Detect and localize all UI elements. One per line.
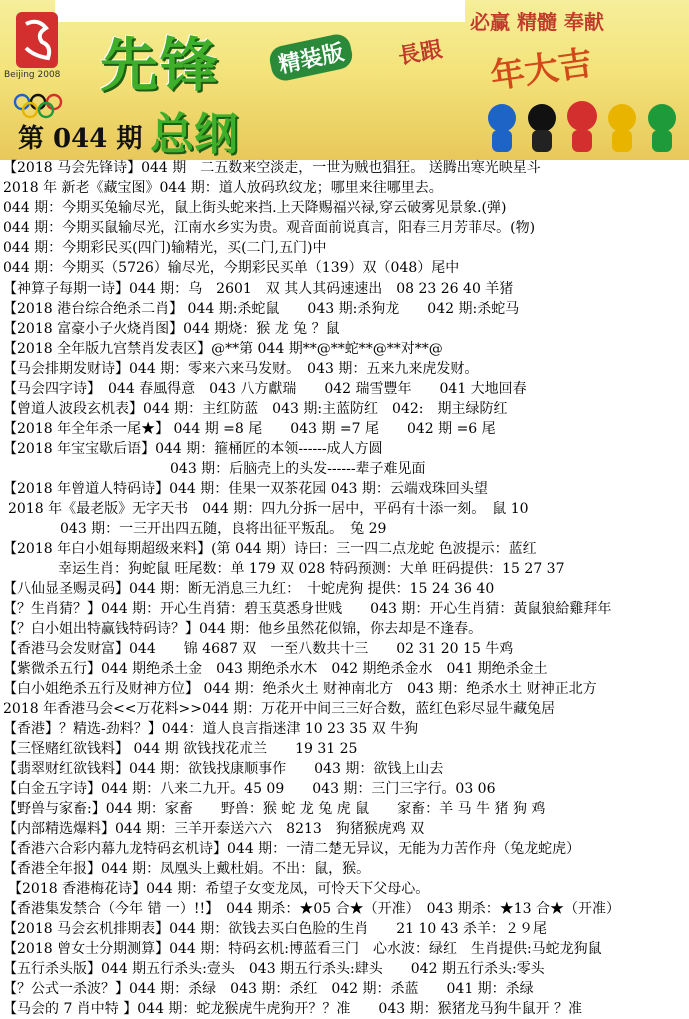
text-line: 044 期：今期买鼠输尽光，江南水乡实为贵。观音面前说真言，阳春三月芳菲尽。(物) (3, 220, 536, 236)
text-line: 【翡翠财红欲钱料】044 期：欲钱找康顺事作 043 期：欲钱上山去 (3, 761, 444, 777)
text-line: 【野兽与家畜:】044 期：家畜 野兽：猴 蛇 龙 兔 虎 鼠 家畜：羊 马 牛 猪 狗 鸡 (3, 801, 546, 817)
text-line: 2018 年 新老《藏宝图》044 期：道人放码玖纹龙；哪里来往哪里去。 (3, 180, 443, 196)
text-line: 【白金五字诗】044 期：八来二九开。45 09 043 期：三门三字行。03 06 (3, 781, 496, 797)
text-line: 【2018 年曾道人特码诗】044 期：佳果一双茶花园 043 期：云端戏珠回头望 (3, 481, 488, 497)
logo-text: Beijing 2008 (4, 70, 61, 80)
header-banner (0, 0, 689, 160)
text-line: 2018 年《最老版》无字天书 044 期：四九分拆一居中，平码有十添一刻。 鼠 10 (8, 501, 529, 517)
slogan-2: 長跟 (396, 37, 445, 70)
text-line: 【？白小姐出特赢钱特码诗？】044 期：他乡虽然花似锦，你去却是不逢春。 (3, 621, 483, 637)
text-line: 【2018 年全年杀一尾★】 044 期 =8 尾 043 期 =7 尾 042 期 =6 尾 (3, 421, 496, 437)
text-line: 【2018 马会先锋诗】044 期 二五数来空淡走，一世为贼也猖狂。 送腾出寒光映星斗 (3, 160, 541, 176)
text-line: 【香港马会发财富】044 锦 4687 双 一至八数共十三 02 31 20 15 牛鸡 (3, 641, 514, 657)
text-line: 【白小姐绝杀五行及财神方位】 044 期：绝杀火土 财神南北方 043 期：绝杀水土 财神正北方 (3, 681, 597, 697)
text-line: 【紫微杀五行】044 期绝杀土金 043 期绝杀水木 042 期绝杀金水 041 期绝杀金土 (3, 661, 548, 677)
text-line: 043 期：后脑壳上的头发------辈子难见面 (170, 461, 426, 477)
text-line: 【五行杀头版】044 期五行杀头:壹头 043 期五行杀头:肆头 042 期五行杀头:零头 (3, 961, 545, 977)
text-line: 【三怪赌红欲钱料】 044 期 欲钱找花朮兰 19 31 25 (3, 741, 358, 757)
text-line: 【2018 香港梅花诗】044 期：希望子女变龙凤，可怜天下父母心。 (8, 881, 430, 897)
text-line: 【2018 全年版九宫禁肖发表区】@**第 044 期**@**蛇**@**对**@ (3, 341, 443, 357)
text-line: 044 期：今期买兔输尽光，鼠上街头蛇来挡.上天降赐福兴禄,穿云破雾见景象.(弹) (3, 200, 507, 216)
issue-number: 第 044 期 (18, 124, 143, 154)
text-line: 【2018 港台综合绝杀二肖】 044 期:杀蛇鼠 043 期:杀狗龙 042 期:杀蛇马 (3, 301, 520, 317)
text-line: 幸运生肖：狗蛇鼠 旺尾数：单 179 双 028 特码预测：大单 旺码提供：15 27 37 (58, 561, 565, 577)
slogan-3: 年大吉 (488, 43, 595, 97)
text-line: 044 期：今期彩民买(四门)输精光，买(二门,五门)中 (3, 240, 327, 256)
text-line: 【香港全年报】044 期：凤凰头上戴杜娟。不出：鼠，猴。 (3, 861, 371, 877)
page-title-2: 总纲 (150, 109, 238, 160)
text-line: 【香港】？精选-劲料？】044：道人良言指迷津 10 23 35 双 牛狗 (3, 721, 419, 737)
text-line: 044 期：今期买（5726）输尽光，今期彩民买单（139）双（048）尾中 (3, 260, 460, 276)
mascots-icon (480, 96, 685, 156)
text-line: 【马会四字诗】 044 春風得意 043 八方獻瑞 042 瑞雪豐年 041 大地回春 (3, 381, 527, 397)
slogan: 必赢 精髓 奉献 (470, 10, 604, 34)
text-line: 043 期：一三开出四五随，良将出征平叛乱。 兔 29 (60, 521, 387, 537)
text-line: 【2018 曾女士分期测算】044 期：特码玄机:博蓝看三门 心水波：绿红 生肖提供:马蛇龙狗鼠 (3, 941, 602, 957)
text-line: 【？公式一杀波？】044 期：杀绿 043 期：杀红 042 期：杀蓝 041 期：杀绿 (3, 981, 534, 997)
text-line: 【曾道人波段玄机表】044 期：主红防蓝 043 期:主蓝防红 042: 期主绿防红 (3, 401, 508, 417)
text-line: 【香港集发禁合（今年 错 一）!!】 044 期杀：★05 合★（开准） 043 期杀：★13 合★（开准） (3, 901, 621, 917)
text-line: 【2018 马会玄机排期表】044 期：欲钱去买白色脸的生肖 21 10 43 杀羊：２９尾 (3, 921, 548, 937)
edition-badge: 精装版 (267, 32, 355, 83)
text-line: 【神算子每期一诗】044 期：乌 2601 双 其人其码速速出 08 23 26 40 羊猪 (3, 281, 514, 297)
text-line: 【2018 富豪小子火烧肖图】044 期烧：猴 龙 兔 ？鼠 (3, 321, 340, 337)
text-line: 2018 年香港马会<<万花料>>044 期：万花开中间三三好合数，蓝红色彩尽显牛藏兔居 (3, 701, 556, 717)
text-line: 【香港六合彩内幕九龙特码玄机诗】044 期：一清二楚无异议，无能为力苦作舟（兔龙蛇虎） (3, 841, 581, 857)
text-line: 【内部精选爆料】044 期：三羊开泰送六六 8213 狗猪猴虎鸡 双 (3, 821, 425, 837)
text-line: 【马会排期发财诗】044 期：零来六来马发财。 043 期：五来九来虎发财。 (3, 361, 479, 377)
olympic-logo-icon (8, 10, 78, 120)
page-title: 先锋 (100, 31, 221, 99)
text-line: 【2018 年宝宝歇后语】044 期：箍桶匠的本领------成人方圆 (3, 441, 383, 457)
text-line: 【八仙显圣赐灵码】044 期：断无消息三九红： 十蛇虎狗 提供：15 24 36 40 (3, 581, 495, 597)
text-line: 【马会的 7 肖中特 】044 期：蛇龙猴虎牛虎狗开？？准 043 期：猴猪龙马狗牛鼠开 ？准 (3, 1001, 583, 1017)
text-line: 【？生肖猜？】044 期：开心生肖猜：碧玉莫悉身世贱 043 期：开心生肖猜：黃鼠狼給雞拜年 (3, 601, 612, 617)
text-line: 【2018 年白小姐每期超级来料】(第 044 期）诗曰：三一四二点龙蛇 色波提示：蓝红 (3, 541, 537, 557)
